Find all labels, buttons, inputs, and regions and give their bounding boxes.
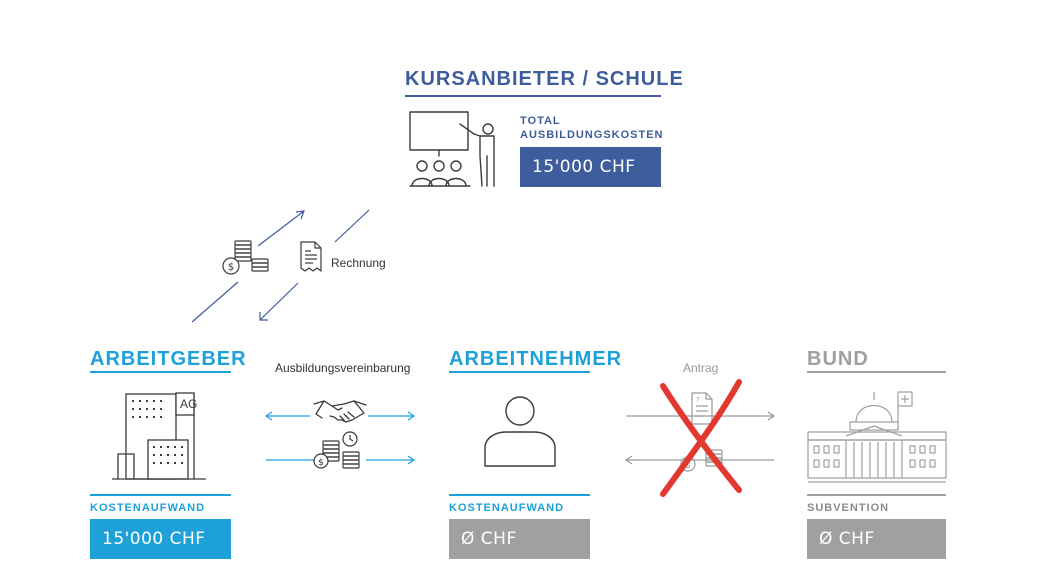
svg-text:?: ?: [696, 396, 700, 404]
bund-cost-divider: [807, 494, 946, 496]
arbeitnehmer-cost-divider: [449, 494, 590, 496]
employee-person-icon: [482, 394, 558, 470]
payment-arrow-line: [192, 282, 238, 322]
bund-underline: [807, 371, 946, 373]
crossed-out-x-icon: [653, 378, 753, 500]
arbeitnehmer-cost-label: KOSTENAUFWAND: [449, 502, 565, 514]
kursanbieter-cost-label-line2: AUSBILDUNGSKOSTEN: [520, 129, 664, 141]
arbeitgeber-cost-label: KOSTENAUFWAND: [90, 502, 206, 514]
arbeitgeber-cost-value: 15'000 CHF: [90, 519, 231, 559]
bund-cost-value: Ø CHF: [807, 519, 946, 559]
kursanbieter-cost-label-line1: TOTAL: [520, 115, 561, 127]
arbeitgeber-cost-divider: [90, 494, 231, 496]
invoice-icon: [299, 240, 323, 274]
svg-text:$: $: [685, 461, 691, 471]
agreement-label: Ausbildungsvereinbarung: [275, 361, 411, 375]
arbeitgeber-underline: [90, 371, 231, 373]
kursanbieter-underline: [405, 95, 661, 97]
bund-title: BUND: [807, 348, 869, 370]
handshake-icon: [312, 398, 368, 424]
coins-icon: [222, 240, 272, 276]
arbeitnehmer-title: ARBEITNEHMER: [449, 348, 623, 370]
invoice-arrow-line: [335, 210, 369, 242]
svg-text:$: $: [227, 262, 235, 273]
kursanbieter-cost-value: 15'000 CHF: [520, 147, 661, 187]
svg-text:$: $: [318, 458, 324, 468]
coins-clock-icon: [313, 430, 365, 472]
presentation-icon: [408, 110, 503, 190]
federal-palace-icon: [806, 386, 948, 486]
invoice-label: Rechnung: [331, 256, 386, 270]
arbeitnehmer-underline: [449, 371, 590, 373]
company-tag: AG: [180, 397, 198, 411]
kursanbieter-title: KURSANBIETER / SCHULE: [405, 68, 684, 90]
bund-cost-label: SUBVENTION: [807, 502, 890, 514]
arbeitgeber-title: ARBEITGEBER: [90, 348, 247, 370]
arbeitnehmer-cost-value: Ø CHF: [449, 519, 590, 559]
application-label: Antrag: [683, 361, 719, 375]
